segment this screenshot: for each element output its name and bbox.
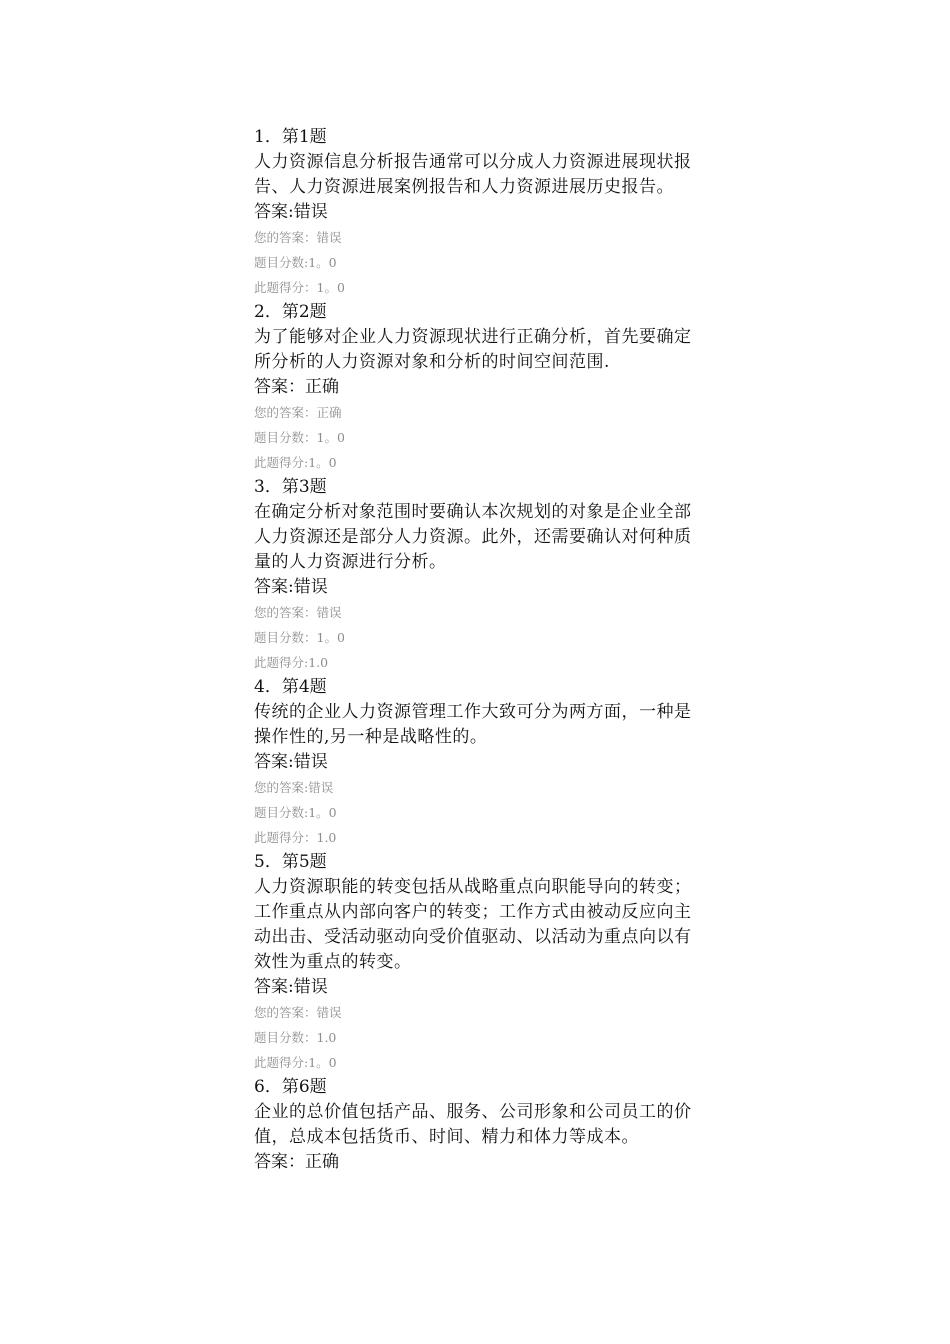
question-item-2 — [254, 300, 699, 475]
question-text: 为了能够对企业人力资源现状进行正确分析，首先要确定所分析的人力资源对象和分析的时间空间范围. — [254, 327, 692, 372]
your-answer: 您的答案：正确 — [254, 405, 342, 420]
earned-score: 此题得分：1.0 — [254, 830, 337, 845]
question-item-6 — [254, 1075, 699, 1175]
correct-answer: 答案:错误 — [254, 202, 328, 222]
correct-answer: 答案：正确 — [254, 1152, 339, 1172]
question-text: 企业的总价值包括产品、服务、公司形象和公司员工的价值，总成本包括货币、时间、精力和体力等成本。 — [254, 1102, 692, 1147]
question-item-4 — [254, 675, 699, 850]
question-text: 在确定分析对象范围时要确认本次规划的对象是企业全部人力资源还是部分人力资源。此外，还需要确认对何种质量的人力资源进行分析。 — [254, 502, 692, 572]
your-answer: 您的答案：错误 — [254, 605, 342, 620]
your-answer: 您的答案：错误 — [254, 230, 342, 245]
correct-answer: 答案:错误 — [254, 977, 328, 997]
your-answer: 您的答案:错误 — [254, 780, 334, 795]
question-score: 题目分数：1。0 — [254, 630, 345, 645]
your-answer: 您的答案：错误 — [254, 1005, 342, 1020]
question-item-1 — [254, 125, 699, 300]
question-item-5 — [254, 850, 699, 1075]
question-list — [254, 125, 699, 1175]
question-header: 4．第4题 — [254, 677, 327, 697]
question-header: 2．第2题 — [254, 302, 327, 322]
earned-score: 此题得分：1。0 — [254, 280, 345, 295]
earned-score: 此题得分:1.0 — [254, 655, 329, 670]
question-header: 3．第3题 — [254, 477, 327, 497]
question-header: 5．第5题 — [254, 852, 327, 872]
question-header: 6．第6题 — [254, 1077, 327, 1097]
question-score: 题目分数:1。0 — [254, 805, 337, 820]
question-score: 题目分数：1。0 — [254, 430, 345, 445]
earned-score: 此题得分:1。0 — [254, 455, 337, 470]
correct-answer: 答案：正确 — [254, 377, 339, 397]
question-score: 题目分数：1.0 — [254, 1030, 337, 1045]
question-header: 1．第1题 — [254, 127, 327, 147]
correct-answer: 答案:错误 — [254, 752, 328, 772]
earned-score: 此题得分:1。0 — [254, 1055, 337, 1070]
question-text: 传统的企业人力资源管理工作大致可分为两方面，一种是操作性的,另一种是战略性的。 — [254, 702, 692, 747]
question-item-3 — [254, 475, 699, 675]
question-text: 人力资源信息分析报告通常可以分成人力资源进展现状报告、人力资源进展案例报告和人力资源进展历史报告。 — [254, 152, 692, 197]
question-score: 题目分数:1。0 — [254, 255, 337, 270]
question-text: 人力资源职能的转变包括从战略重点向职能导向的转变；工作重点从内部向客户的转变；工作方式由被动反应向主动出击、受活动驱动向受价值驱动、以活动为重点向以有效性为重点的转变。 — [254, 877, 692, 972]
correct-answer: 答案:错误 — [254, 577, 328, 597]
